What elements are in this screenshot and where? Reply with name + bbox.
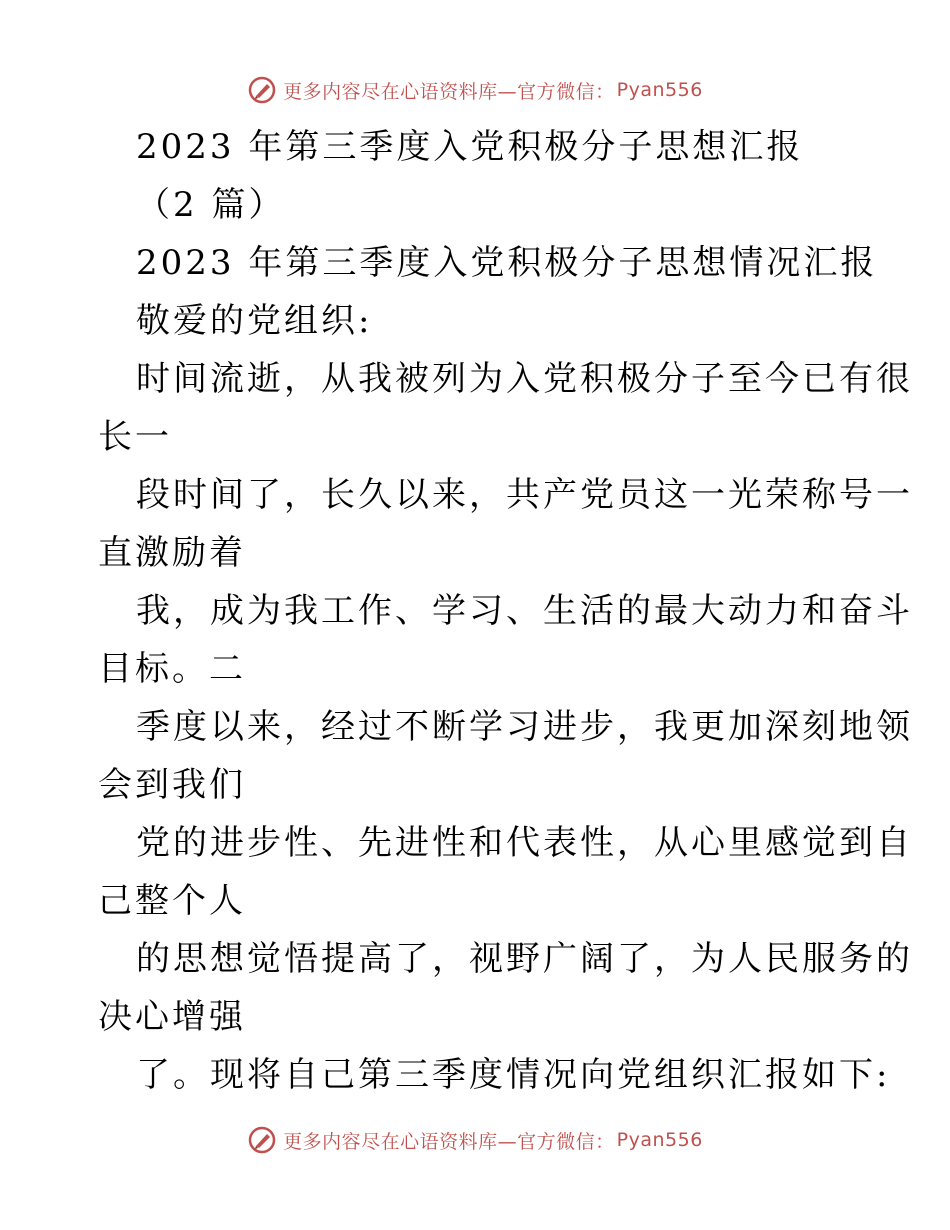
body-line: 党的进步性、先进性和代表性，从心里感觉到自 [136, 823, 913, 863]
header-watermark [0, 70, 950, 110]
body-line: 会到我们 [98, 765, 246, 805]
document-body [98, 118, 913, 1104]
body-line: 目标。二 [98, 649, 246, 689]
document-title: 2023 年第三季度入党积极分子思想汇报 [136, 127, 804, 167]
body-line: 的思想觉悟提高了，视野广阔了，为人民服务的 [136, 939, 913, 979]
body-line: 直激励着 [98, 533, 246, 573]
body-line: 己整个人 [98, 881, 246, 921]
document-subtitle: 2023 年第三季度入党积极分子思想情况汇报 [136, 243, 878, 283]
watermark-brand: Pyan556 [616, 79, 703, 101]
pen-circle-logo-icon [247, 1125, 277, 1155]
pen-circle-logo-icon [247, 75, 277, 105]
watermark-text: 更多内容尽在心语资料库—官方微信： [283, 80, 615, 103]
footer-watermark [0, 1120, 950, 1160]
watermark-brand: Pyan556 [616, 1129, 703, 1151]
document-title-count: （2 篇） [136, 185, 286, 225]
body-line: 了。现将自己第三季度情况向党组织汇报如下: [136, 1055, 891, 1095]
body-line: 时间流逝，从我被列为入党积极分子至今已有很 [136, 359, 913, 399]
body-line: 季度以来，经过不断学习进步，我更加深刻地领 [136, 707, 913, 747]
salutation: 敬爱的党组织: [136, 301, 373, 341]
body-line: 长一 [98, 417, 172, 457]
body-line: 决心增强 [98, 997, 246, 1037]
watermark-text: 更多内容尽在心语资料库—官方微信： [283, 1130, 615, 1153]
body-line: 我，成为我工作、学习、生活的最大动力和奋斗 [136, 591, 913, 631]
body-line: 段时间了，长久以来，共产党员这一光荣称号一 [136, 475, 913, 515]
